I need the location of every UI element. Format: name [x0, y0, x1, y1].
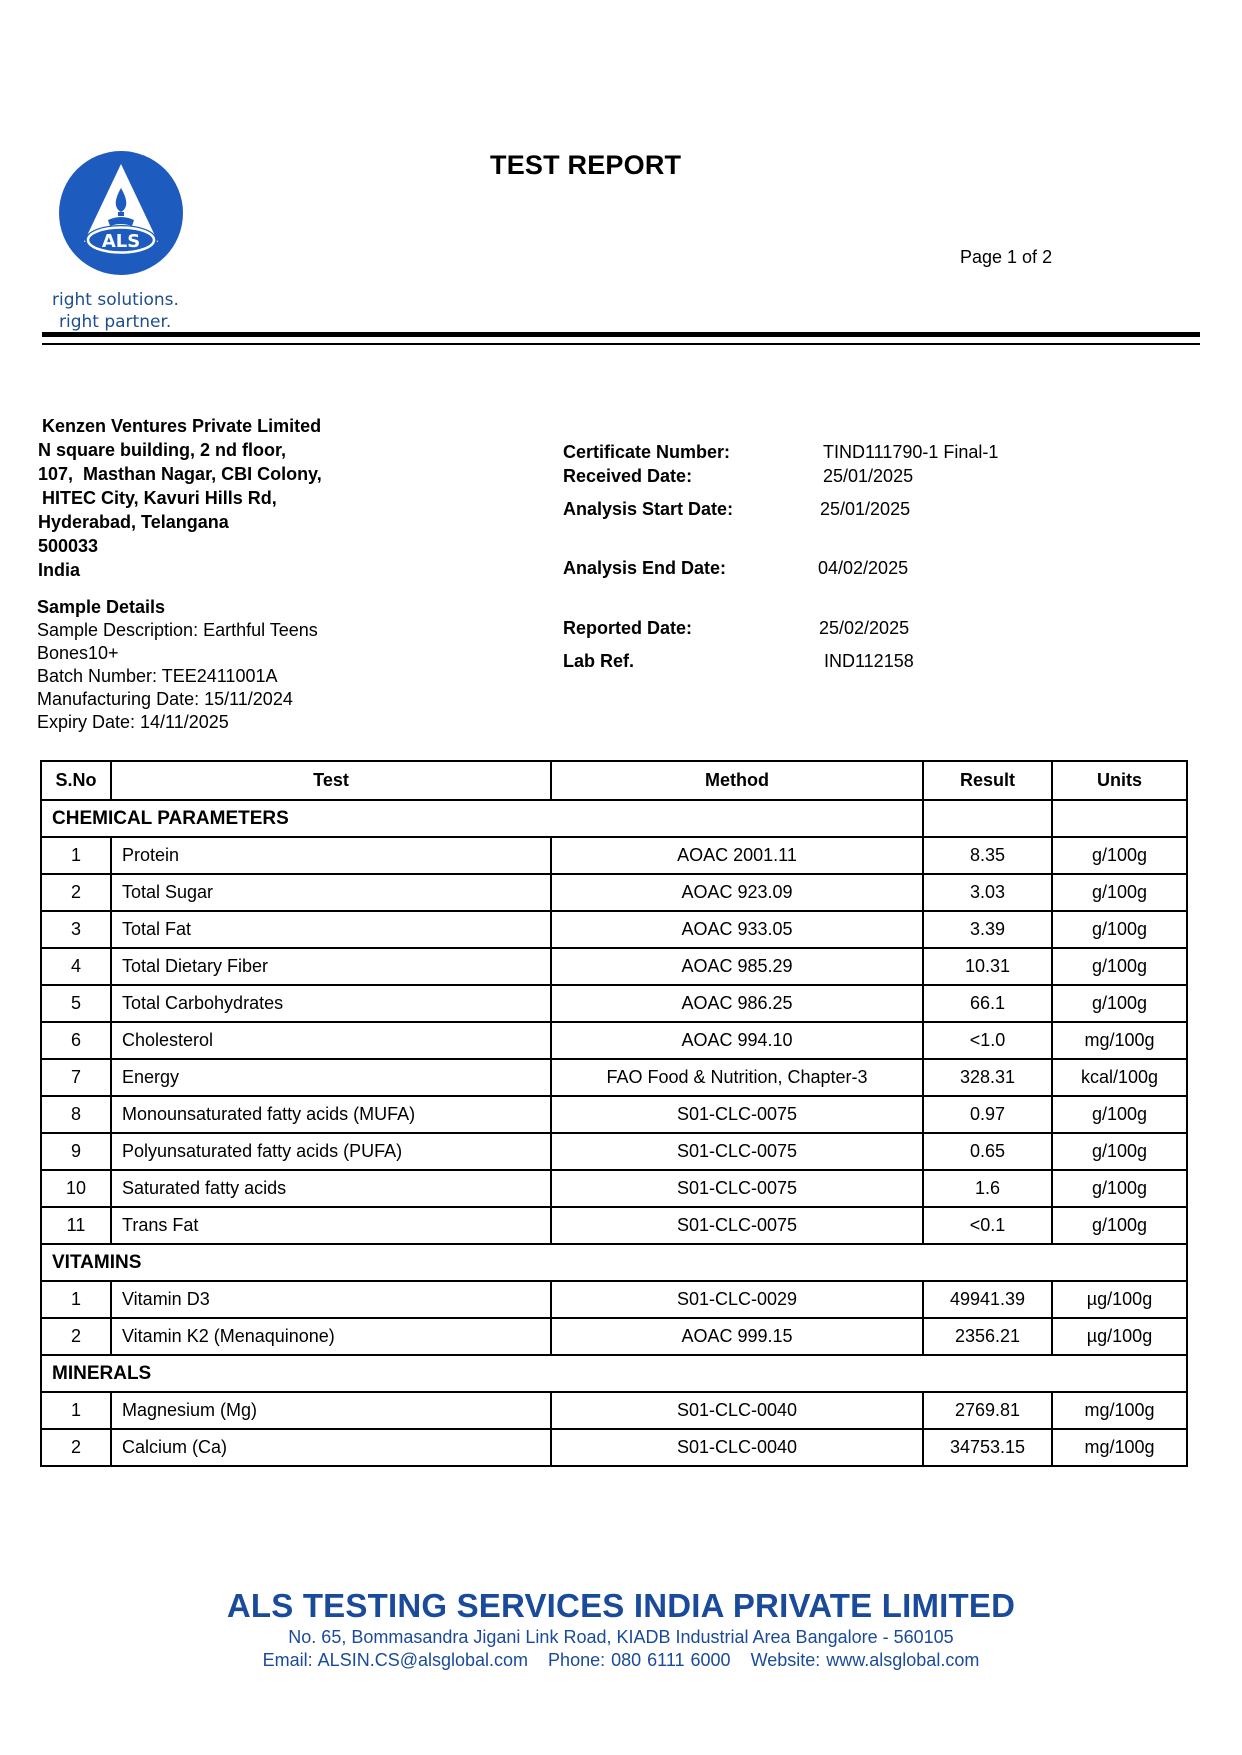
lab-ref-label: Lab Ref. — [563, 651, 635, 671]
address-line: 500033 — [38, 536, 99, 556]
table-row — [41, 1281, 1187, 1318]
cell-sno: 2 — [41, 874, 111, 911]
cell-test: Total Fat — [111, 911, 551, 948]
header-divider — [42, 332, 1200, 337]
certificate-number-value: TIND111790-1 Final-1 — [823, 442, 999, 462]
address-line: Kenzen Ventures Private Limited — [42, 416, 322, 436]
cell-method: S01-CLC-0029 — [551, 1281, 923, 1318]
certificate-number-label: Certificate Number: — [563, 442, 731, 462]
footer-phone: Phone: 080 6111 6000 — [548, 1650, 731, 1670]
received-date-label: Received Date: — [563, 466, 693, 486]
table-row — [41, 1059, 1187, 1096]
reported-date-value: 25/02/2025 — [819, 618, 910, 638]
column-header-sno: S.No — [41, 761, 111, 800]
cell-units: mg/100g — [1052, 1429, 1187, 1466]
tagline — [52, 289, 202, 333]
table-row — [41, 1392, 1187, 1429]
cell-units: µg/100g — [1052, 1318, 1187, 1355]
cell-sno: 7 — [41, 1059, 111, 1096]
address-line: HITEC City, Kavuri Hills Rd, — [42, 488, 277, 508]
analysis-end-date-value: 04/02/2025 — [818, 558, 909, 578]
cell-method: S01-CLC-0075 — [551, 1207, 923, 1244]
sample-details — [37, 596, 318, 734]
cell-method: FAO Food & Nutrition, Chapter-3 — [551, 1059, 923, 1096]
address-line: Hyderabad, Telangana — [38, 512, 229, 532]
cell-test: Total Dietary Fiber — [111, 948, 551, 985]
table-row — [41, 948, 1187, 985]
footer-website[interactable]: Website: www.alsglobal.com — [750, 1650, 980, 1670]
cell-sno: 1 — [41, 1392, 111, 1429]
address-line: N square building, 2 nd floor, — [38, 440, 287, 460]
cell-test: Protein — [111, 837, 551, 874]
cell-result: 1.6 — [923, 1170, 1052, 1207]
cell-units: mg/100g — [1052, 1392, 1187, 1429]
cell-test: Calcium (Ca) — [111, 1429, 551, 1466]
cell-sno: 8 — [41, 1096, 111, 1133]
cell-result: 0.97 — [923, 1096, 1052, 1133]
cell-test: Polyunsaturated fatty acids (PUFA) — [111, 1133, 551, 1170]
table-header-row — [41, 761, 1187, 800]
cell-method: AOAC 986.25 — [551, 985, 923, 1022]
address-line: India — [38, 560, 81, 580]
section-header-row — [41, 1355, 1187, 1392]
footer-company-name: ALS TESTING SERVICES INDIA PRIVATE LIMITED — [226, 1587, 1016, 1624]
tagline-line: right solutions. — [52, 290, 179, 310]
cell-sno: 6 — [41, 1022, 111, 1059]
results-table — [40, 760, 1188, 1467]
cell-method: S01-CLC-0075 — [551, 1170, 923, 1207]
cell-sno: 1 — [41, 1281, 111, 1318]
cell-result: 34753.15 — [923, 1429, 1052, 1466]
page-indicator: Page 1 of 2 — [960, 247, 1053, 267]
cell-test: Total Carbohydrates — [111, 985, 551, 1022]
cell-result: 3.03 — [923, 874, 1052, 911]
cell-result: <1.0 — [923, 1022, 1052, 1059]
cell-method: AOAC 933.05 — [551, 911, 923, 948]
cell-sno: 3 — [41, 911, 111, 948]
cell-method: S01-CLC-0075 — [551, 1133, 923, 1170]
als-logo — [58, 150, 184, 276]
cell-method: S01-CLC-0040 — [551, 1429, 923, 1466]
section-header-row — [41, 1244, 1187, 1281]
table-row — [41, 1096, 1187, 1133]
table-row — [41, 1207, 1187, 1244]
cell-units: g/100g — [1052, 1170, 1187, 1207]
analysis-end-date-label: Analysis End Date: — [563, 558, 727, 578]
cell-method: S01-CLC-0040 — [551, 1392, 923, 1429]
table-row — [41, 911, 1187, 948]
lab-ref-value: IND112158 — [824, 651, 914, 671]
section-title: MINERALS — [41, 1355, 1187, 1392]
cell-method: AOAC 985.29 — [551, 948, 923, 985]
cell-result: 2769.81 — [923, 1392, 1052, 1429]
column-header-test: Test — [111, 761, 551, 800]
table-row — [41, 1022, 1187, 1059]
cell-test: Vitamin D3 — [111, 1281, 551, 1318]
cell-result: 66.1 — [923, 985, 1052, 1022]
cell-units: mg/100g — [1052, 1022, 1187, 1059]
table-row — [41, 1429, 1187, 1466]
section-title: CHEMICAL PARAMETERS — [41, 800, 923, 837]
cell-units: g/100g — [1052, 837, 1187, 874]
sample-detail-line: Batch Number: TEE2411001A — [37, 666, 278, 686]
sample-detail-line: Manufacturing Date: 15/11/2024 — [37, 689, 293, 709]
cell-sno: 2 — [41, 1318, 111, 1355]
tagline-line: right partner. — [59, 312, 172, 332]
svg-text:ALS: ALS — [101, 231, 141, 252]
cell-sno: 2 — [41, 1429, 111, 1466]
column-header-method: Method — [551, 761, 923, 800]
customer-address — [38, 414, 322, 582]
cell-sno: 11 — [41, 1207, 111, 1244]
sample-detail-line: Expiry Date: 14/11/2025 — [37, 712, 229, 732]
cell-method: AOAC 2001.11 — [551, 837, 923, 874]
cell-method: AOAC 994.10 — [551, 1022, 923, 1059]
cell-units: kcal/100g — [1052, 1059, 1187, 1096]
table-row — [41, 874, 1187, 911]
analysis-start-date-label: Analysis Start Date: — [563, 499, 734, 519]
cell-sno: 1 — [41, 837, 111, 874]
cell-units: g/100g — [1052, 1133, 1187, 1170]
column-header-units: Units — [1052, 761, 1187, 800]
section-title: VITAMINS — [41, 1244, 1187, 1281]
cell-sno: 10 — [41, 1170, 111, 1207]
cell-test: Monounsaturated fatty acids (MUFA) — [111, 1096, 551, 1133]
cell-test: Energy — [111, 1059, 551, 1096]
analysis-start-date-value: 25/01/2025 — [820, 499, 911, 519]
cell-method: AOAC 923.09 — [551, 874, 923, 911]
cell-test: Magnesium (Mg) — [111, 1392, 551, 1429]
cell-method: S01-CLC-0075 — [551, 1096, 923, 1133]
sample-details-heading: Sample Details — [37, 597, 166, 617]
table-row — [41, 1133, 1187, 1170]
table-row — [41, 985, 1187, 1022]
cell-units: g/100g — [1052, 874, 1187, 911]
cell-sno: 5 — [41, 985, 111, 1022]
reported-date-label: Reported Date: — [563, 618, 693, 638]
table-row — [41, 1170, 1187, 1207]
footer-contact — [0, 1650, 1242, 1671]
cell-units: g/100g — [1052, 911, 1187, 948]
cell-test: Vitamin K2 (Menaquinone) — [111, 1318, 551, 1355]
cell-sno: 4 — [41, 948, 111, 985]
empty-cell — [923, 800, 1052, 837]
address-line: 107, Masthan Nagar, CBI Colony, — [38, 464, 322, 484]
section-header-row — [41, 800, 1187, 837]
sample-detail-line: Sample Description: Earthful Teens — [37, 620, 318, 640]
cell-units: g/100g — [1052, 948, 1187, 985]
header-divider — [42, 343, 1200, 345]
cell-result: 8.35 — [923, 837, 1052, 874]
footer-email[interactable]: Email: ALSIN.CS@alsglobal.com — [262, 1650, 529, 1670]
page-title: TEST REPORT — [490, 150, 682, 180]
cell-result: 3.39 — [923, 911, 1052, 948]
cell-test: Saturated fatty acids — [111, 1170, 551, 1207]
empty-cell — [1052, 800, 1187, 837]
cell-test: Total Sugar — [111, 874, 551, 911]
table-row — [41, 837, 1187, 874]
cell-result: 10.31 — [923, 948, 1052, 985]
cell-test: Trans Fat — [111, 1207, 551, 1244]
cell-result: 328.31 — [923, 1059, 1052, 1096]
cell-result: 2356.21 — [923, 1318, 1052, 1355]
table-row — [41, 1318, 1187, 1355]
sample-detail-line: Bones10+ — [37, 643, 119, 663]
received-date-value: 25/01/2025 — [823, 466, 914, 486]
cell-sno: 9 — [41, 1133, 111, 1170]
cell-method: AOAC 999.15 — [551, 1318, 923, 1355]
cell-test: Cholesterol — [111, 1022, 551, 1059]
column-header-result: Result — [923, 761, 1052, 800]
cell-units: g/100g — [1052, 1096, 1187, 1133]
cell-result: 49941.39 — [923, 1281, 1052, 1318]
cell-result: <0.1 — [923, 1207, 1052, 1244]
footer-address: No. 65, Bommasandra Jigani Link Road, KIADB Industrial Area Bangalore - 560105 — [288, 1627, 954, 1647]
cell-units: g/100g — [1052, 985, 1187, 1022]
cell-units: g/100g — [1052, 1207, 1187, 1244]
cell-units: µg/100g — [1052, 1281, 1187, 1318]
cell-result: 0.65 — [923, 1133, 1052, 1170]
